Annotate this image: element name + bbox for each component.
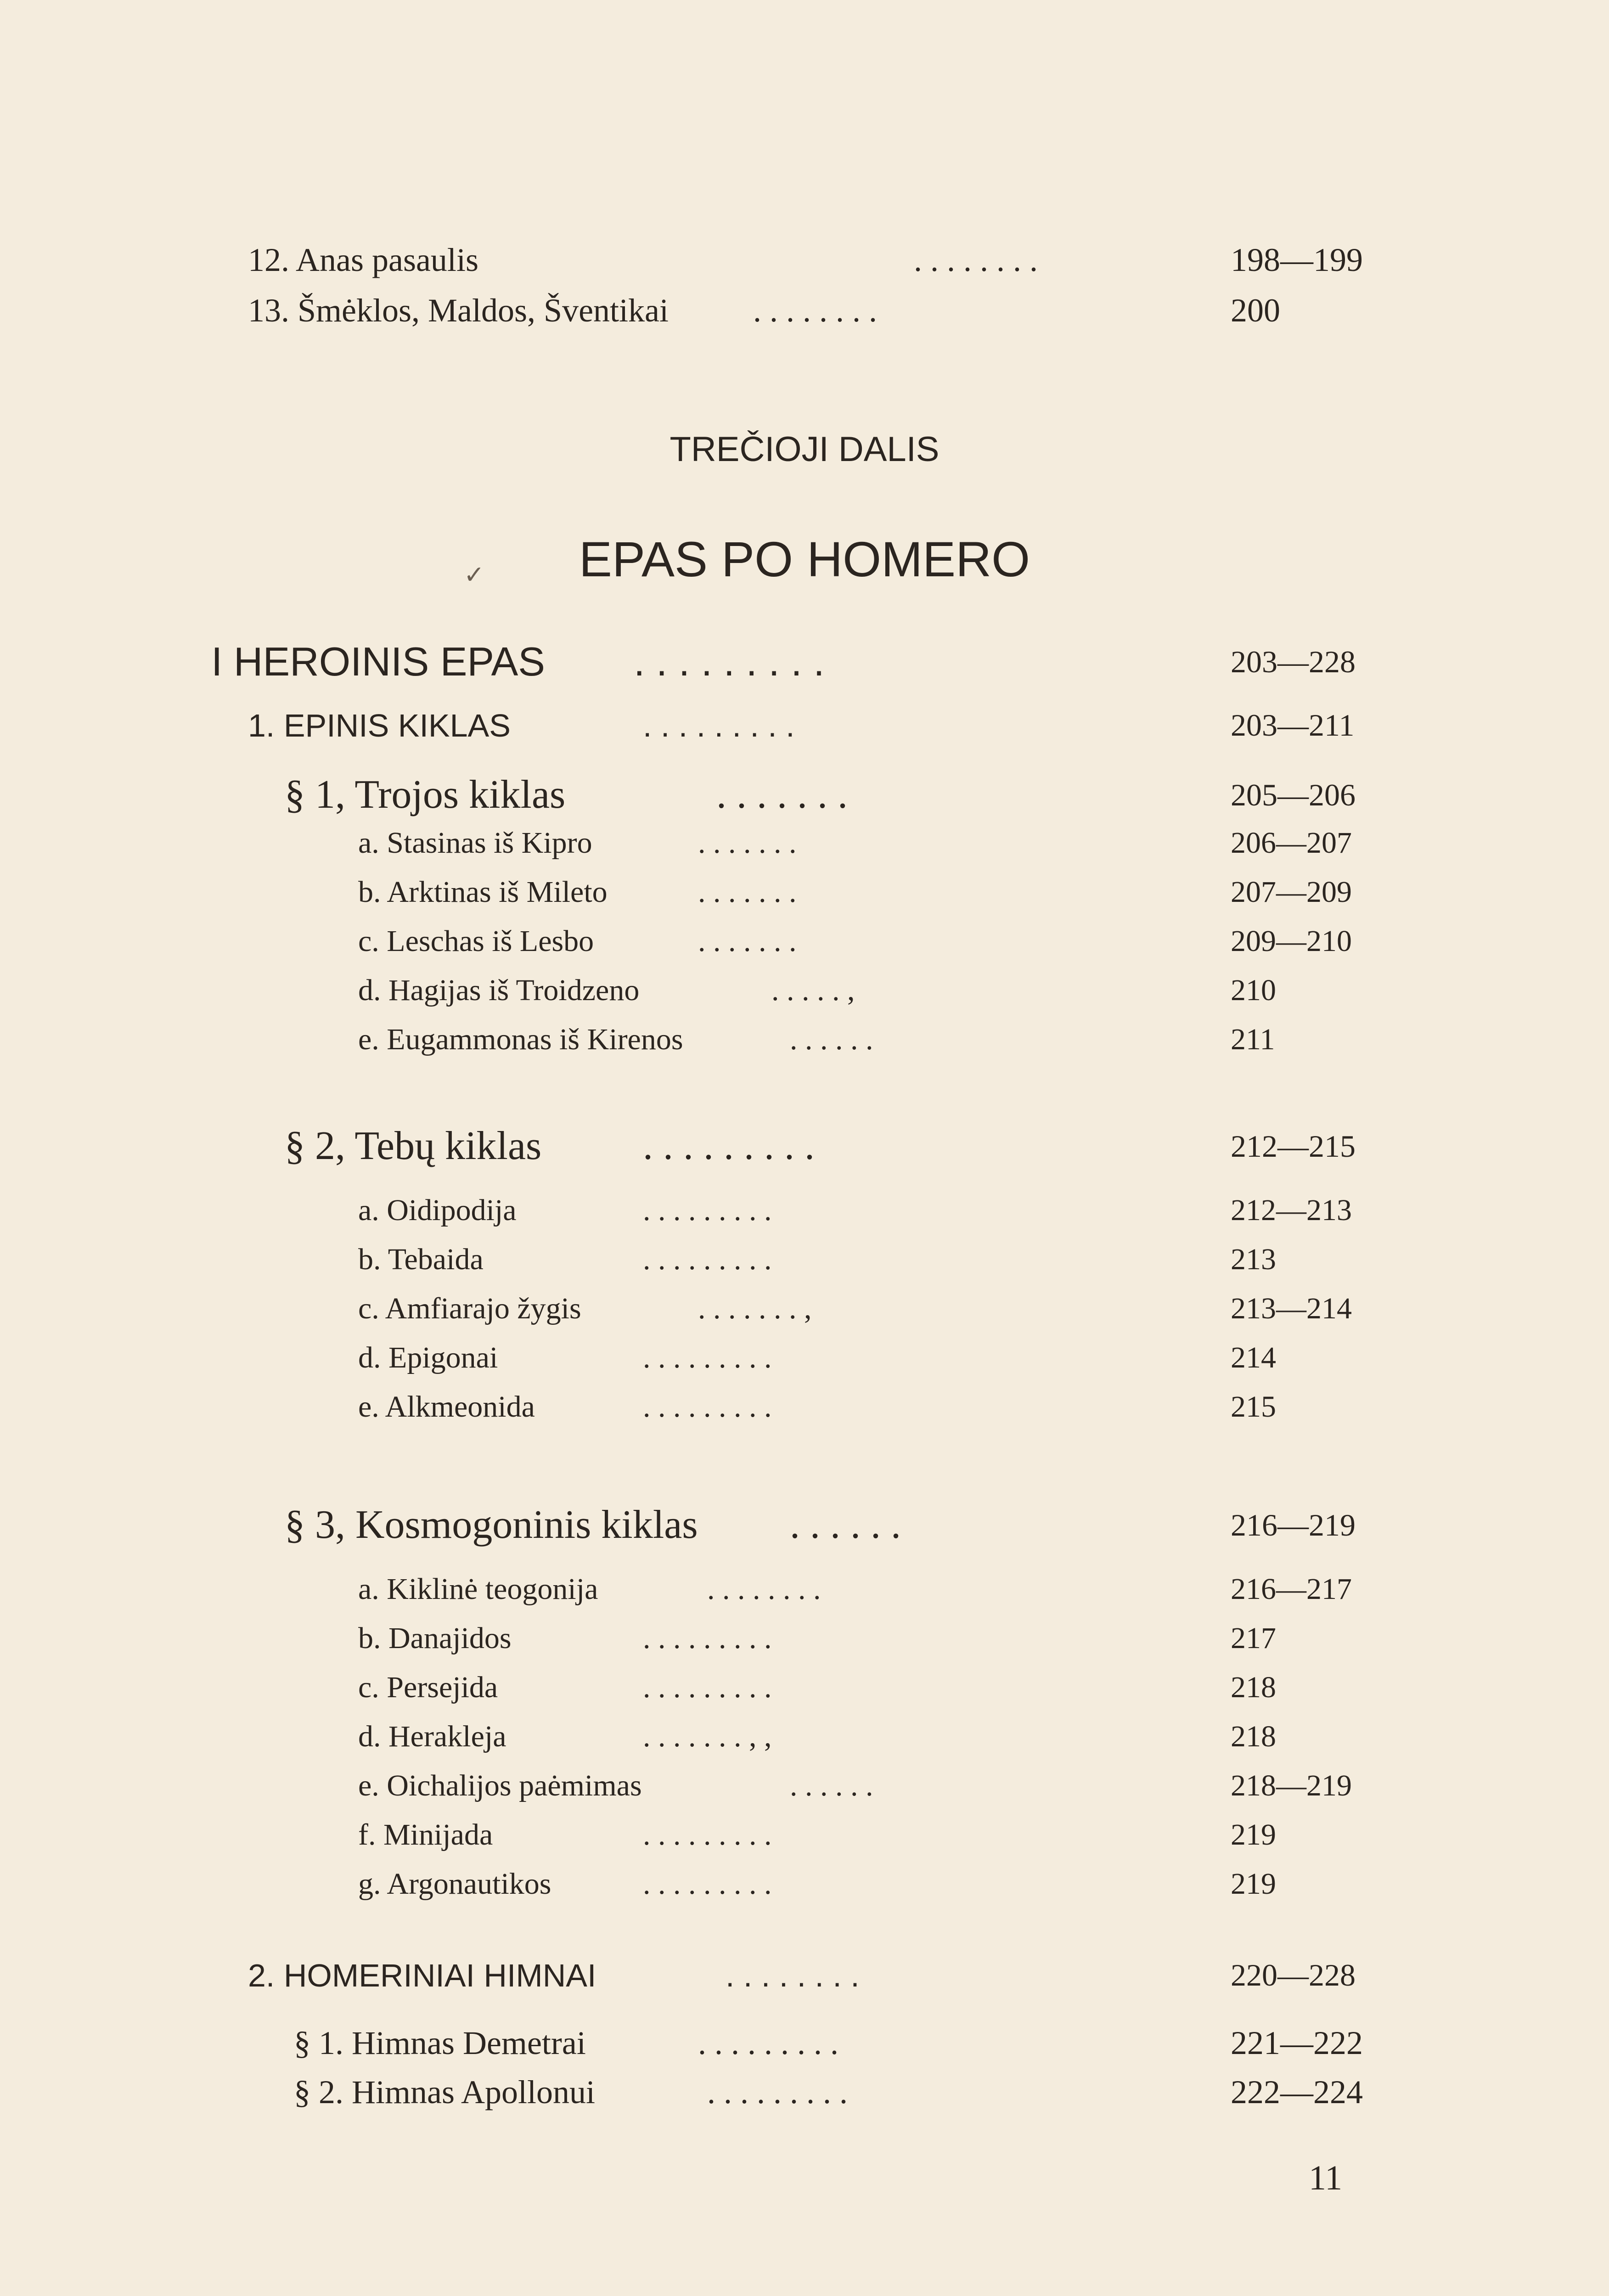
- toc-entry-label: 2. HOMERINIAI HIMNAI: [248, 1958, 596, 1993]
- toc-leader-dots: . . . . . .: [790, 1769, 873, 1802]
- toc-leader-dots: . . . . . . . .: [707, 1572, 821, 1606]
- toc-entry-label: d. Hagijas iš Troidzeno: [358, 974, 640, 1007]
- toc-page-range: 206—207: [1231, 826, 1352, 860]
- toc-entry-label: § 1, Trojos kiklas: [285, 772, 566, 817]
- toc-entry-label: I HEROINIS EPAS: [211, 639, 545, 684]
- toc-item: [358, 924, 1368, 965]
- toc-item: [358, 1719, 1368, 1761]
- section-heroinis-epas: [211, 638, 1368, 684]
- page-number: 11: [1309, 2159, 1343, 2197]
- toc-entry-label: § 2. Himnas Apollonui: [294, 2074, 596, 2110]
- subsection-trojos-kiklas: [285, 771, 1368, 817]
- toc-page-range: 209—210: [1231, 924, 1352, 958]
- toc-page-range: 203—211: [1231, 708, 1355, 743]
- toc-item: [358, 1242, 1368, 1283]
- toc-page-range: 203—228: [1231, 644, 1356, 679]
- toc-item: [358, 1621, 1368, 1662]
- toc-page-range: 207—209: [1231, 875, 1352, 909]
- toc-page-range: 221—222: [1231, 2025, 1363, 2061]
- toc-item: [358, 973, 1368, 1014]
- toc-leader-dots: . . . . . . . . .: [707, 2074, 848, 2110]
- toc-entry-label: § 2, Tebų kiklas: [285, 1124, 542, 1168]
- toc-item: [358, 1572, 1368, 1613]
- toc-entry-label: c. Persejida: [358, 1671, 498, 1704]
- toc-entry-label: b. Arktinas iš Mileto: [358, 875, 608, 909]
- toc-leader-dots: . . . . . . . . .: [643, 1867, 772, 1901]
- toc-leader-dots: . . . . . ,: [771, 974, 855, 1007]
- toc-entry-label: 1. EPINIS KIKLAS: [248, 708, 511, 743]
- toc-page-range: 216—217: [1231, 1572, 1352, 1606]
- toc-page-range: 217: [1231, 1621, 1276, 1655]
- toc-entry-label: e. Eugammonas iš Kirenos: [358, 1023, 683, 1056]
- toc-item: [294, 2024, 1368, 2065]
- toc-entry-label: d. Herakleja: [358, 1720, 506, 1753]
- toc-leader-dots: . . . . . . . . .: [643, 708, 795, 743]
- toc-entry-label: a. Stasinas iš Kipro: [358, 826, 592, 860]
- toc-leader-dots: . . . . . . . . .: [643, 1341, 772, 1374]
- toc-item: [358, 826, 1368, 867]
- toc-leader-dots: . . . . . . . , ,: [643, 1720, 772, 1753]
- toc-entry-label: § 1. Himnas Demetrai: [294, 2025, 586, 2061]
- toc-item: [358, 1867, 1368, 1908]
- toc-page-range: 212—213: [1231, 1193, 1352, 1227]
- toc-leader-dots: . . . . . . . . .: [643, 1671, 772, 1704]
- toc-entry-label: b. Danajidos: [358, 1621, 512, 1655]
- toc-leader-dots: . . . . . . .: [698, 826, 797, 860]
- toc-leader-dots: . . . . . . . .: [753, 292, 877, 329]
- toc-item: [358, 1291, 1368, 1333]
- toc-entry-13: [248, 292, 1368, 333]
- toc-page-range: 219: [1231, 1818, 1276, 1851]
- toc-leader-dots: . . . . . . . ,: [698, 1292, 812, 1325]
- toc-page-range: 205—206: [1231, 777, 1356, 812]
- toc-page-range: 218—219: [1231, 1769, 1352, 1802]
- toc-page-range: 198—199: [1231, 242, 1363, 278]
- toc-page-range: 219: [1231, 1867, 1276, 1901]
- toc-page-range: 200: [1231, 292, 1280, 329]
- toc-entry-label: e. Oichalijos paėmimas: [358, 1769, 642, 1802]
- toc-leader-dots: . . . . . . . . .: [643, 1124, 815, 1168]
- toc-item: [358, 1340, 1368, 1382]
- toc-entry-label: 13. Šmėklos, Maldos, Šventikai: [248, 292, 669, 329]
- toc-leader-dots: . . . . . . . . .: [698, 2025, 838, 2061]
- toc-page-range: 214: [1231, 1341, 1276, 1374]
- section-homeriniai-himnai: [248, 1957, 1368, 1998]
- toc-leader-dots: . . . . . . . .: [726, 1958, 860, 1993]
- toc-item: [358, 1390, 1368, 1431]
- toc-entry-label: e. Alkmeonida: [358, 1390, 535, 1424]
- toc-page-range: 213: [1231, 1243, 1276, 1276]
- toc-entry-label: b. Tebaida: [358, 1243, 484, 1276]
- toc-item: [358, 1818, 1368, 1859]
- toc-item: [294, 2073, 1368, 2115]
- toc-entry-label: c. Leschas iš Lesbo: [358, 924, 594, 958]
- toc-page-range: 215: [1231, 1390, 1276, 1424]
- stray-pencil-mark: ✓: [464, 561, 485, 589]
- toc-entry-label: a. Oidipodija: [358, 1193, 517, 1227]
- section-epinis-kiklas: [248, 707, 1368, 748]
- toc-leader-dots: . . . . . .: [790, 1023, 873, 1056]
- toc-leader-dots: . . . . . . . .: [914, 242, 1038, 278]
- toc-item: [358, 1193, 1368, 1234]
- toc-page-range: 212—215: [1231, 1129, 1356, 1164]
- toc-item: [358, 1670, 1368, 1711]
- subsection-kosmogoninis-kiklas: [285, 1502, 1368, 1547]
- toc-leader-dots: . . . . . . . . .: [643, 1193, 772, 1227]
- toc-leader-dots: . . . . . . .: [698, 924, 797, 958]
- toc-page-range: 218: [1231, 1671, 1276, 1704]
- toc-entry-label: c. Amfiarajo žygis: [358, 1292, 581, 1325]
- toc-page-range: 210: [1231, 974, 1276, 1007]
- toc-item: [358, 1022, 1368, 1064]
- toc-page-range: 218: [1231, 1720, 1276, 1753]
- toc-leader-dots: . . . . . . . . .: [643, 1818, 772, 1851]
- toc-leader-dots: . . . . . . .: [698, 875, 797, 909]
- toc-item: [358, 875, 1368, 916]
- toc-entry-label: d. Epigonai: [358, 1341, 498, 1374]
- part-title: TREČIOJI DALIS: [669, 430, 940, 469]
- toc-leader-dots: . . . . . . . . .: [634, 639, 825, 684]
- toc-page-range: 213—214: [1231, 1292, 1352, 1325]
- toc-page-range: 211: [1231, 1023, 1275, 1056]
- toc-entry-label: a. Kiklinė teogonija: [358, 1572, 598, 1606]
- subsection-tebu-kiklas: [285, 1123, 1368, 1168]
- toc-leader-dots: . . . . . . . . .: [643, 1243, 772, 1276]
- toc-leader-dots: . . . . . .: [790, 1503, 901, 1547]
- part-heading: EPAS PO HOMERO: [579, 531, 1030, 587]
- toc-leader-dots: . . . . . . . . .: [643, 1621, 772, 1655]
- toc-entry-label: f. Minijada: [358, 1818, 493, 1851]
- toc-entry-12: [248, 241, 1368, 282]
- toc-page-range: 216—219: [1231, 1508, 1356, 1542]
- toc-page-range: 220—228: [1231, 1958, 1356, 1992]
- toc-item: [358, 1768, 1368, 1810]
- toc-page-range: 222—224: [1231, 2074, 1363, 2110]
- toc-entry-label: § 3, Kosmogoninis kiklas: [285, 1503, 698, 1547]
- toc-leader-dots: . . . . . . . . .: [643, 1390, 772, 1424]
- toc-entry-label: g. Argonautikos: [358, 1867, 551, 1901]
- toc-entry-label: 12. Anas pasaulis: [248, 242, 478, 278]
- toc-leader-dots: . . . . . . .: [716, 772, 848, 817]
